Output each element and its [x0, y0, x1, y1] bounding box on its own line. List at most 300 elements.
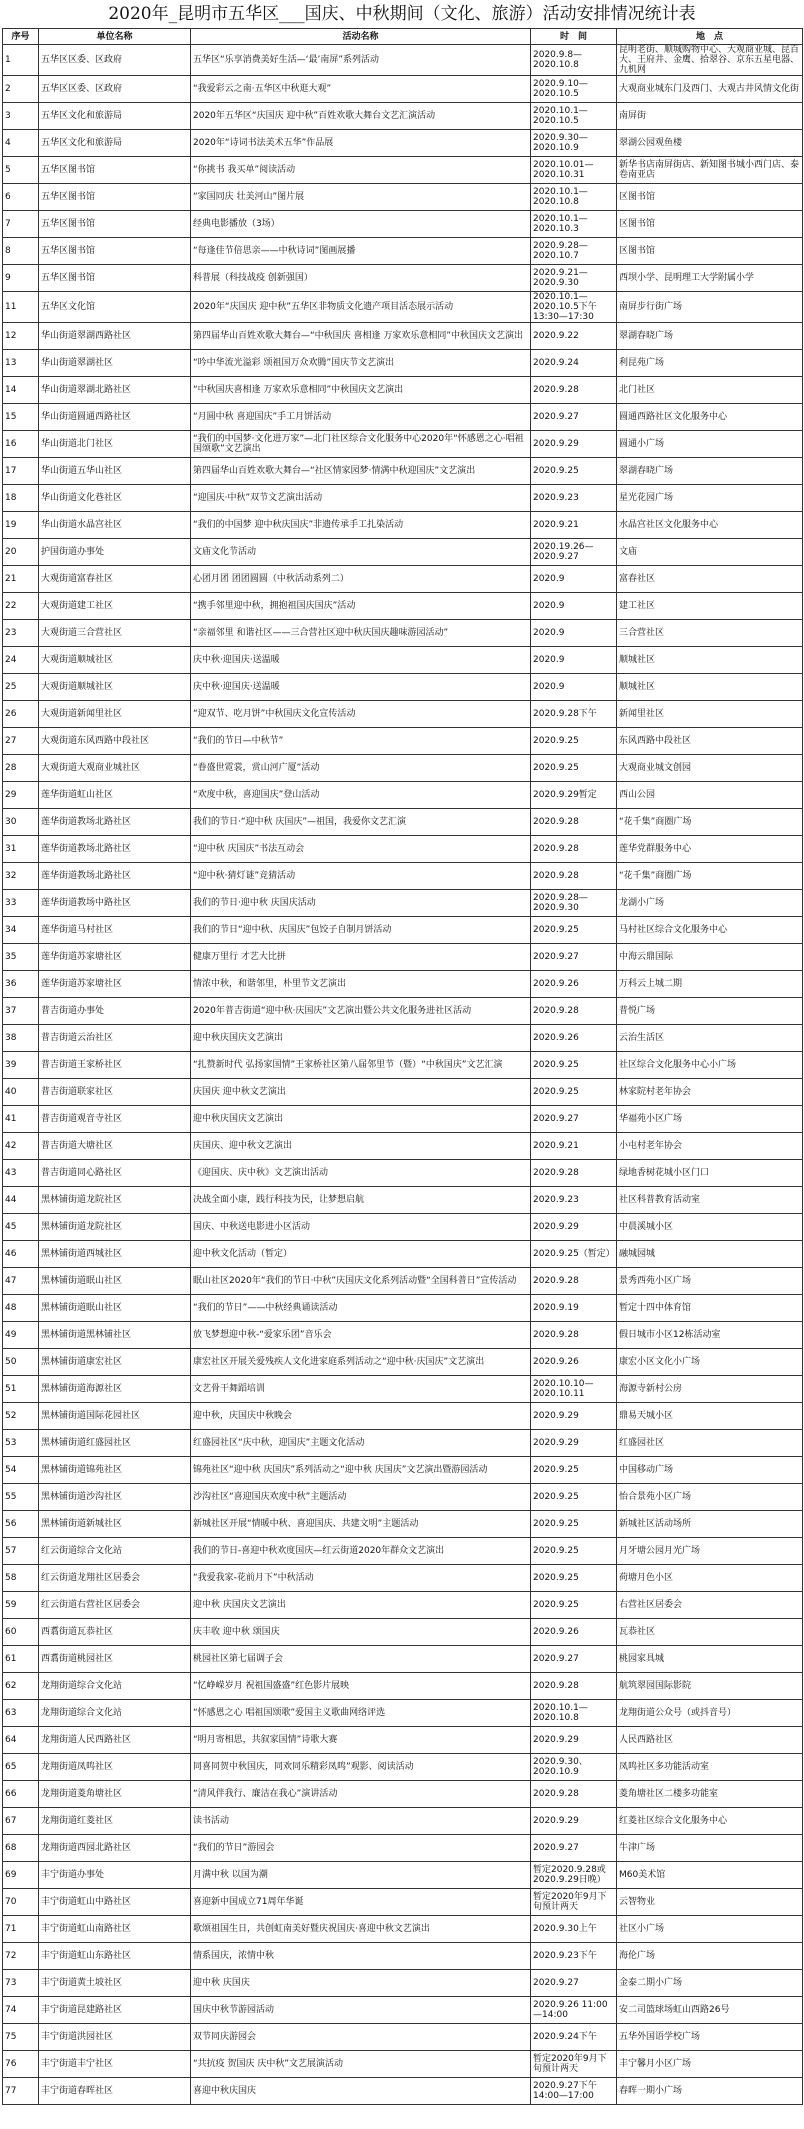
- cell-activity: 2020年“庆国庆 迎中秋”五华区非物质文化遗产项目活态展示活动: [191, 292, 531, 323]
- cell-location: 五华外国语学校广场: [617, 2024, 803, 2051]
- table-row: [3, 103, 803, 130]
- cell-activity: “我们的节日”游园会: [191, 1835, 531, 1862]
- cell-unit: 五华区图书馆: [39, 238, 191, 265]
- cell-activity: 我们的节日·迎中秋 庆国庆活动: [191, 890, 531, 917]
- cell-unit: 华山街道水晶宫社区: [39, 512, 191, 539]
- cell-activity: 迎中秋庆国庆文艺演出: [191, 1025, 531, 1052]
- cell-unit: 大观街道大观商业城社区: [39, 755, 191, 782]
- cell-location: 东风西路中段社区: [617, 728, 803, 755]
- cell-location: 圆通西路社区文化服务中心: [617, 404, 803, 431]
- cell-location: 绿地香树花城小区门口: [617, 1160, 803, 1187]
- cell-index: 41: [3, 1106, 39, 1133]
- header-location: 地 点: [617, 29, 803, 45]
- cell-location: 新华书店南屏街店、新知图书城小西门店、泰卷南亚店: [617, 157, 803, 184]
- cell-time: 2020.9.30上午: [531, 1916, 617, 1943]
- cell-activity: 科普展（科技战疫 创新强国）: [191, 265, 531, 292]
- table-row: [3, 1403, 803, 1430]
- cell-unit: 丰宁街道虹山东路社区: [39, 1943, 191, 1970]
- cell-activity: 歌颂祖国生日，共创虹南美好暨庆祝国庆·喜迎中秋文艺演出: [191, 1916, 531, 1943]
- cell-time: 2020.9.27: [531, 1646, 617, 1673]
- cell-activity: 迎中秋 庆国庆: [191, 1970, 531, 1997]
- cell-activity: “亲福邻里 和谐社区——三合营社区迎中秋庆国庆趣味游园活动”: [191, 620, 531, 647]
- cell-unit: 莲华街道苏家塘社区: [39, 944, 191, 971]
- table-row: [3, 377, 803, 404]
- table-row: [3, 1349, 803, 1376]
- cell-time: 2020.9.19: [531, 1295, 617, 1322]
- cell-unit: 龙翔街道综合文化站: [39, 1700, 191, 1727]
- cell-time: 2020.9.28: [531, 998, 617, 1025]
- cell-unit: 华山街道文化巷社区: [39, 485, 191, 512]
- table-row: [3, 1187, 803, 1214]
- cell-activity: “扎赞新时代 弘扬家国情”王家桥社区第八届邻里节（暨）“中秋国庆”文艺汇演: [191, 1052, 531, 1079]
- cell-time: 2020.19.26—2020.9.27: [531, 539, 617, 566]
- cell-index: 54: [3, 1457, 39, 1484]
- cell-index: 11: [3, 292, 39, 323]
- cell-location: 林家院村老年协会: [617, 1079, 803, 1106]
- cell-location: 西山公园: [617, 782, 803, 809]
- cell-activity: 读书活动: [191, 1808, 531, 1835]
- cell-activity: 五华区“乐享消费美好生活—‘最’南屏”系列活动: [191, 45, 531, 76]
- cell-location: 北门社区: [617, 377, 803, 404]
- cell-activity: “迎双节、吃月饼”中秋国庆文化宣传活动: [191, 701, 531, 728]
- table-row: [3, 1538, 803, 1565]
- cell-activity: 双节同庆游园会: [191, 2024, 531, 2051]
- table-row: [3, 1376, 803, 1403]
- cell-index: 32: [3, 863, 39, 890]
- cell-unit: 五华区图书馆: [39, 184, 191, 211]
- cell-activity: 喜迎中秋庆国庆: [191, 2078, 531, 2105]
- table-row: [3, 674, 803, 701]
- cell-activity: 红盛园社区“庆中秋，迎国庆”主题文化活动: [191, 1430, 531, 1457]
- cell-location: 康宏小区文化小广场: [617, 1349, 803, 1376]
- cell-index: 70: [3, 1889, 39, 1916]
- cell-location: 翠湖春晓广场: [617, 458, 803, 485]
- cell-time: 2020.9.28: [531, 1268, 617, 1295]
- cell-location: 中晨溪城小区: [617, 1214, 803, 1241]
- cell-time: 2020.9.29: [531, 1727, 617, 1754]
- table-row: [3, 566, 803, 593]
- cell-time: 2020.9.26 11:00—14:00: [531, 1997, 617, 2024]
- cell-unit: 莲华街道教场中路社区: [39, 890, 191, 917]
- cell-location: 水晶宫社区文化服务中心: [617, 512, 803, 539]
- cell-time: 2020.9.25（暂定）: [531, 1241, 617, 1268]
- cell-location: 丰宁馨月小区广场: [617, 2051, 803, 2078]
- cell-index: 5: [3, 157, 39, 184]
- table-row: [3, 1241, 803, 1268]
- cell-index: 4: [3, 130, 39, 157]
- cell-index: 60: [3, 1619, 39, 1646]
- cell-time: 2020.9.21: [531, 512, 617, 539]
- cell-index: 15: [3, 404, 39, 431]
- table-row: [3, 755, 803, 782]
- cell-activity: 桃园社区第七届调子会: [191, 1646, 531, 1673]
- cell-time: 2020.9.25: [531, 458, 617, 485]
- cell-index: 37: [3, 998, 39, 1025]
- table-row: [3, 1106, 803, 1133]
- cell-time: 2020.9.26: [531, 971, 617, 998]
- cell-index: 63: [3, 1700, 39, 1727]
- header-time: 时 间: [531, 29, 617, 45]
- cell-unit: 丰宁街道虹山南路社区: [39, 1916, 191, 1943]
- cell-time: 2020.9.25: [531, 1052, 617, 1079]
- cell-index: 35: [3, 944, 39, 971]
- cell-time: 2020.9: [531, 566, 617, 593]
- cell-activity: 庆中秋·迎国庆·送温暖: [191, 647, 531, 674]
- cell-activity: “欢度中秋，喜迎国庆”登山活动: [191, 782, 531, 809]
- table-row: [3, 701, 803, 728]
- cell-activity: 庆中秋·迎国庆·送温暖: [191, 674, 531, 701]
- cell-unit: 莲华街道教场北路社区: [39, 863, 191, 890]
- cell-activity: 第四届华山百姓欢歌大舞台—“中秋国庆 喜相逢 万家欢乐意相同”中秋国庆文艺演出: [191, 323, 531, 350]
- cell-index: 58: [3, 1565, 39, 1592]
- cell-activity: 国庆、中秋送电影进小区活动: [191, 1214, 531, 1241]
- cell-activity: “家国同庆 壮美河山”图片展: [191, 184, 531, 211]
- cell-unit: 丰宁街道洪园社区: [39, 2024, 191, 2051]
- cell-unit: 普吉街道王家桥社区: [39, 1052, 191, 1079]
- cell-unit: 丰宁街道虹山中路社区: [39, 1889, 191, 1916]
- cell-activity: 庆国庆 迎中秋文艺演出: [191, 1079, 531, 1106]
- table-row: [3, 1700, 803, 1727]
- cell-location: 顺城社区: [617, 674, 803, 701]
- cell-index: 6: [3, 184, 39, 211]
- cell-location: 大观商业城文创园: [617, 755, 803, 782]
- table-row: [3, 1754, 803, 1781]
- cell-time: 2020.9.25: [531, 1565, 617, 1592]
- cell-unit: 华山街道圆通西路社区: [39, 404, 191, 431]
- cell-activity: 迎中秋文化活动（暂定）: [191, 1241, 531, 1268]
- cell-location: 景秀西苑小区广场: [617, 1268, 803, 1295]
- cell-location: 社区小广场: [617, 1916, 803, 1943]
- cell-activity: 庆丰收 迎中秋 颂国庆: [191, 1619, 531, 1646]
- table-row: [3, 998, 803, 1025]
- cell-index: 53: [3, 1430, 39, 1457]
- cell-unit: 西翥街道瓦恭社区: [39, 1619, 191, 1646]
- cell-unit: 龙翔街道西园北路社区: [39, 1835, 191, 1862]
- cell-location: 翠湖公园观鱼楼: [617, 130, 803, 157]
- cell-time: 2020.9.28: [531, 1322, 617, 1349]
- table-row: [3, 1322, 803, 1349]
- table-row: [3, 1484, 803, 1511]
- cell-location: 利昆苑广场: [617, 350, 803, 377]
- cell-time: 2020.9.29暂定: [531, 782, 617, 809]
- cell-time: 2020.9.28: [531, 836, 617, 863]
- table-row: [3, 130, 803, 157]
- cell-unit: 黑林铺街道眠山社区: [39, 1268, 191, 1295]
- cell-location: 南屏街: [617, 103, 803, 130]
- cell-activity: “中秋国庆喜相逢 万家欢乐意相同”中秋国庆文艺演出: [191, 377, 531, 404]
- cell-index: 68: [3, 1835, 39, 1862]
- cell-index: 71: [3, 1916, 39, 1943]
- cell-unit: 五华区文化和旅游局: [39, 130, 191, 157]
- cell-time: 2020.10.10—2020.10.11: [531, 1376, 617, 1403]
- cell-time: 2020.9.25: [531, 755, 617, 782]
- cell-unit: 红云街道综合文化站: [39, 1538, 191, 1565]
- table-header-row: [3, 29, 803, 45]
- table-row: [3, 323, 803, 350]
- cell-activity: 决战全面小康，践行科技为民，让梦想启航: [191, 1187, 531, 1214]
- cell-time: 2020.9.25: [531, 1592, 617, 1619]
- cell-location: 翠湖春晓广场: [617, 323, 803, 350]
- table-row: [3, 1295, 803, 1322]
- cell-unit: 护国街道办事处: [39, 539, 191, 566]
- cell-time: 2020.10.1—2020.10.5下午13:30—17:30: [531, 292, 617, 323]
- cell-index: 19: [3, 512, 39, 539]
- cell-index: 28: [3, 755, 39, 782]
- cell-activity: 文庙文化节活动: [191, 539, 531, 566]
- cell-index: 43: [3, 1160, 39, 1187]
- cell-location: 莲华党群服务中心: [617, 836, 803, 863]
- cell-location: 华福苑小区广场: [617, 1106, 803, 1133]
- table-row: [3, 292, 803, 323]
- cell-unit: 莲华街道苏家塘社区: [39, 971, 191, 998]
- cell-unit: 黑林铺街道红盛园社区: [39, 1430, 191, 1457]
- cell-time: 暂定2020.9.28或2020.9.29日晚）: [531, 1862, 617, 1889]
- table-row: [3, 1565, 803, 1592]
- cell-time: 2020.9.28: [531, 377, 617, 404]
- cell-activity: 我们的节日“迎中秋、庆国庆”包饺子自制月饼活动: [191, 917, 531, 944]
- cell-index: 76: [3, 2051, 39, 2078]
- cell-unit: 五华区图书馆: [39, 157, 191, 184]
- cell-index: 8: [3, 238, 39, 265]
- cell-index: 48: [3, 1295, 39, 1322]
- cell-location: 桃园家具城: [617, 1646, 803, 1673]
- cell-unit: 大观街道顺城社区: [39, 647, 191, 674]
- cell-time: 2020.9.24: [531, 350, 617, 377]
- cell-location: 海源寺新村公房: [617, 1376, 803, 1403]
- cell-activity: “怀感恩之心 唱祖国颂歌”爱国主义歌曲网络评选: [191, 1700, 531, 1727]
- cell-index: 38: [3, 1025, 39, 1052]
- cell-index: 67: [3, 1808, 39, 1835]
- cell-activity: “我们的节日”——中秋经典诵读活动: [191, 1295, 531, 1322]
- cell-location: 右营社区居委会: [617, 1592, 803, 1619]
- table-row: [3, 1970, 803, 1997]
- cell-unit: 华山街道五华山社区: [39, 458, 191, 485]
- cell-unit: 丰宁街道昆建路社区: [39, 1997, 191, 2024]
- cell-location: 西坝小学、昆明理工大学附属小学: [617, 265, 803, 292]
- table-row: [3, 350, 803, 377]
- cell-unit: 丰宁街道春晖社区: [39, 2078, 191, 2105]
- header-unit: 单位名称: [39, 29, 191, 45]
- cell-activity: 2020年五华区“庆国庆 迎中秋”百姓欢歌大舞台文艺汇演活动: [191, 103, 531, 130]
- cell-unit: 黑林铺街道康宏社区: [39, 1349, 191, 1376]
- table-row: [3, 2078, 803, 2105]
- cell-activity: “月圆中秋 喜迎国庆”手工月饼活动: [191, 404, 531, 431]
- cell-time: 2020.9: [531, 620, 617, 647]
- cell-activity: 放飞梦想迎中秋-“爱家乐团”音乐会: [191, 1322, 531, 1349]
- cell-unit: 黑林铺街道国际花园社区: [39, 1403, 191, 1430]
- cell-time: 2020.9.25: [531, 1538, 617, 1565]
- cell-location: 航筑翠园国际影院: [617, 1673, 803, 1700]
- cell-location: 社区综合文化服务中心小广场: [617, 1052, 803, 1079]
- cell-time: 2020.10.1—2020.10.5: [531, 103, 617, 130]
- cell-unit: 龙翔街道菱角塘社区: [39, 1781, 191, 1808]
- cell-index: 36: [3, 971, 39, 998]
- cell-unit: 红云街道右营社区居委会: [39, 1592, 191, 1619]
- cell-location: 区图书馆: [617, 211, 803, 238]
- cell-index: 42: [3, 1133, 39, 1160]
- cell-index: 66: [3, 1781, 39, 1808]
- cell-activity: 国庆中秋节游园活动: [191, 1997, 531, 2024]
- cell-activity: 月满中秋 以国为潮: [191, 1862, 531, 1889]
- table-row: [3, 863, 803, 890]
- cell-index: 29: [3, 782, 39, 809]
- table-row: [3, 1025, 803, 1052]
- cell-unit: 华山街道北门社区: [39, 431, 191, 458]
- cell-time: 2020.9.27: [531, 944, 617, 971]
- cell-time: 2020.9.26: [531, 1619, 617, 1646]
- table-row: [3, 1808, 803, 1835]
- cell-location: 圆通小广场: [617, 431, 803, 458]
- cell-unit: 五华区图书馆: [39, 265, 191, 292]
- table-row: [3, 1727, 803, 1754]
- table-row: [3, 265, 803, 292]
- cell-time: 2020.9.28下午: [531, 701, 617, 728]
- cell-index: 1: [3, 45, 39, 76]
- activity-table: [2, 28, 803, 2105]
- table-row: [3, 890, 803, 917]
- cell-activity: “忆峥嵘岁月 祝祖国盛盛”红色影片展映: [191, 1673, 531, 1700]
- cell-time: 2020.9: [531, 674, 617, 701]
- cell-unit: 普吉街道联家社区: [39, 1079, 191, 1106]
- cell-index: 16: [3, 431, 39, 458]
- cell-location: 中国移动广场: [617, 1457, 803, 1484]
- cell-index: 59: [3, 1592, 39, 1619]
- table-body: [3, 45, 803, 2105]
- cell-location: 春晖一期小广场: [617, 2078, 803, 2105]
- cell-time: 2020.9.21—2020.9.30: [531, 265, 617, 292]
- cell-time: 2020.9.28: [531, 863, 617, 890]
- cell-index: 64: [3, 1727, 39, 1754]
- table-row: [3, 2024, 803, 2051]
- cell-time: 2020.9.21: [531, 1133, 617, 1160]
- cell-activity: 庆国庆、迎中秋文艺演出: [191, 1133, 531, 1160]
- cell-location: 区图书馆: [617, 238, 803, 265]
- table-row: [3, 1592, 803, 1619]
- cell-index: 55: [3, 1484, 39, 1511]
- cell-time: 2020.10.01—2020.10.31: [531, 157, 617, 184]
- table-row: [3, 458, 803, 485]
- cell-activity: “你挑书 我买单”阅读活动: [191, 157, 531, 184]
- cell-time: 2020.9.10—2020.10.5: [531, 76, 617, 103]
- cell-location: 人民西路社区: [617, 1727, 803, 1754]
- cell-unit: 莲华街道马村社区: [39, 917, 191, 944]
- table-row: [3, 1079, 803, 1106]
- cell-time: 2020.9.23: [531, 1187, 617, 1214]
- cell-location: 南屏步行街广场: [617, 292, 803, 323]
- cell-unit: 莲华街道虹山社区: [39, 782, 191, 809]
- cell-activity: 喜迎新中国成立71周年华诞: [191, 1889, 531, 1916]
- cell-location: 昆明老街、顺城购物中心、大观商业城、昆百大、王府井、金鹰、拾翠谷、京东五星电器、九机网: [617, 45, 803, 76]
- cell-activity: “我爱我家-花前月下”中秋活动: [191, 1565, 531, 1592]
- table-row: [3, 238, 803, 265]
- cell-time: 2020.9.23下午: [531, 1943, 617, 1970]
- cell-time: 2020.9.27: [531, 404, 617, 431]
- cell-time: 2020.9.29: [531, 1214, 617, 1241]
- cell-location: 融城园城: [617, 1241, 803, 1268]
- table-row: [3, 76, 803, 103]
- cell-activity: “我们的中国梦·文化进万家”—北门社区综合文化服务中心2020年“怀感恩之心·唱祖国颂歌”文艺演出: [191, 431, 531, 458]
- cell-location: 金泰二期小广场: [617, 1970, 803, 1997]
- table-row: [3, 157, 803, 184]
- cell-index: 9: [3, 265, 39, 292]
- table-row: [3, 647, 803, 674]
- cell-index: 62: [3, 1673, 39, 1700]
- table-row: [3, 1133, 803, 1160]
- cell-location: 顺城社区: [617, 647, 803, 674]
- cell-location: “花千集”商圈广场: [617, 863, 803, 890]
- table-row: [3, 944, 803, 971]
- cell-index: 74: [3, 1997, 39, 2024]
- cell-index: 26: [3, 701, 39, 728]
- cell-unit: 普吉街道办事处: [39, 998, 191, 1025]
- cell-unit: 黑林铺街道沙沟社区: [39, 1484, 191, 1511]
- table-row: [3, 1916, 803, 1943]
- cell-time: 2020.9.28: [531, 809, 617, 836]
- cell-index: 18: [3, 485, 39, 512]
- cell-unit: 黑林铺街道西城社区: [39, 1241, 191, 1268]
- cell-activity: 同喜同贺中秋国庆，同欢同乐精彩凤鸣”观影、阅读活动: [191, 1754, 531, 1781]
- cell-time: 2020.9.30、2020.10.9: [531, 1754, 617, 1781]
- cell-time: 2020.9.25: [531, 917, 617, 944]
- cell-time: 2020.9.25: [531, 1511, 617, 1538]
- cell-unit: 丰宁街道黄土坡社区: [39, 1970, 191, 1997]
- cell-location: 中海云鼎国际: [617, 944, 803, 971]
- cell-index: 47: [3, 1268, 39, 1295]
- table-row: [3, 1646, 803, 1673]
- cell-unit: 龙翔街道综合文化站: [39, 1673, 191, 1700]
- cell-location: 小屯村老年协会: [617, 1133, 803, 1160]
- table-row: [3, 728, 803, 755]
- cell-time: 2020.9.26: [531, 1349, 617, 1376]
- cell-index: 3: [3, 103, 39, 130]
- cell-index: 49: [3, 1322, 39, 1349]
- cell-activity: 经典电影播放（3场）: [191, 211, 531, 238]
- cell-activity: “迎国庆·中秋”双节文艺演出活动: [191, 485, 531, 512]
- table-row: [3, 184, 803, 211]
- cell-index: 56: [3, 1511, 39, 1538]
- cell-location: 假日城市小区12栋活动室: [617, 1322, 803, 1349]
- cell-index: 57: [3, 1538, 39, 1565]
- table-row: [3, 211, 803, 238]
- cell-activity: “迎中秋 庆国庆”书法互动会: [191, 836, 531, 863]
- table-row: [3, 1673, 803, 1700]
- cell-activity: “携手邻里迎中秋，拥抱祖国庆国庆”活动: [191, 593, 531, 620]
- cell-index: 21: [3, 566, 39, 593]
- cell-index: 20: [3, 539, 39, 566]
- cell-index: 30: [3, 809, 39, 836]
- cell-location: 普悦广场: [617, 998, 803, 1025]
- cell-activity: 眠山社区2020年“我们的节日·中秋”庆国庆文化系列活动暨“全国科普日”宣传活动: [191, 1268, 531, 1295]
- cell-location: M60美术馆: [617, 1862, 803, 1889]
- cell-location: 区图书馆: [617, 184, 803, 211]
- cell-activity: 迎中秋 庆国庆文艺演出: [191, 1592, 531, 1619]
- table-row: [3, 836, 803, 863]
- cell-unit: 五华区区委、区政府: [39, 45, 191, 76]
- table-row: [3, 1160, 803, 1187]
- cell-location: 龙翔街道公众号（或抖音号）: [617, 1700, 803, 1727]
- cell-index: 72: [3, 1943, 39, 1970]
- cell-time: 2020.9.27: [531, 1106, 617, 1133]
- cell-time: 2020.9.27: [531, 1970, 617, 1997]
- cell-index: 45: [3, 1214, 39, 1241]
- cell-activity: “我们的中国梦 迎中秋庆国庆”非遗传承手工扎染活动: [191, 512, 531, 539]
- header-index: 序号: [3, 29, 39, 45]
- cell-index: 7: [3, 211, 39, 238]
- cell-activity: “共抗疫 贺国庆 庆中秋”文艺展演活动: [191, 2051, 531, 2078]
- cell-time: 2020.10.1—2020.10.8: [531, 184, 617, 211]
- cell-location: 红盛园社区: [617, 1430, 803, 1457]
- cell-location: 菱角塘社区二楼多功能室: [617, 1781, 803, 1808]
